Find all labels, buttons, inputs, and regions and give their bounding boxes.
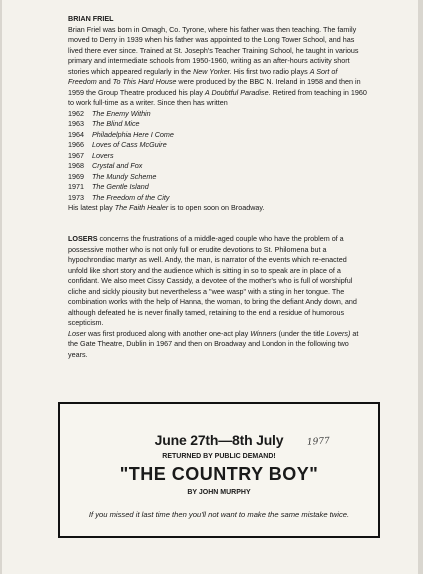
programme-page (2, 0, 418, 574)
ad-author: BY JOHN MURPHY (187, 489, 251, 496)
advertisement-box (58, 402, 380, 538)
author-biography (68, 14, 368, 214)
ad-returned-banner: RETURNED BY PUBLIC DEMAND! (162, 453, 276, 460)
ad-tagline: If you missed it last time then you'll not want to make the same mistake twice. (88, 510, 350, 519)
play-list (68, 109, 368, 204)
latest-play-note: His latest play The Faith Healer is to open soon on Broadway. (68, 203, 265, 212)
play-item: 1966 Loves of Cass McGuire (68, 140, 167, 149)
bio-heading: BRIAN FRIEL (68, 14, 114, 23)
handwritten-year: 1977 (306, 436, 331, 448)
play-item: 1964 Philadelphia Here I Come (68, 129, 174, 139)
losers-body: LOSERS concerns the frustrations of a middle-aged couple who have the problem of a possessive mother who is not only full or erudite devotions to St. Philomena but a hypochrondiac martyr as well. Andy, the man, is narrator of the events which re-enacted unfold like short story and the audience which is sitting in so to speak are in place of a confidant. We also meet Cissy Cassidy, a devotee of the mother's who is full of worshipful cliche and sickly piousity but nevertheless a "wee wasp" with a sting in her tongue. The combination works with the help of Hanna, the woman, to bring the defiant Andy down, and although defeated he is never finally tamed, retaining to the end a residue of humorous scepticism. (68, 234, 357, 327)
bio-intro: Brian Friel was born in Omagh, Co. Tyrone, where his father was then teaching. The family moved to Derry in 1939 when his father was appointed to the Long Tower School, and has lived there ever since. Trained at St. Joseph's Teacher Training School, he taught in various primary and intermediate schools from 1950-1960, writing as an after-hours activity short stories which appeared regularly in the New Yorker. His first two radio plays A Sort of Freedom and To This Hard House were produced by the BBC N. Ireland in 1958 and then in 1959 the Group Theatre produced his play A Doubtful Paradise. Retired from teaching in 1960 to work full-time as a writer. Since then has written (68, 24, 367, 107)
play-item: 1973 The Freedom of the City (68, 192, 170, 202)
play-item: 1968 Crystal and Fox (68, 161, 143, 170)
production-note: Loser was first produced along with another one-act play Winners (under the title Lovers) at the Gate Theatre, Dublin in 1967 and then on Broadway and London in the following two years. (68, 328, 359, 359)
play-item: 1971 The Gentle Island (68, 182, 149, 191)
losers-synopsis (68, 234, 368, 360)
losers-lead: LOSERS (68, 234, 98, 243)
ad-dates: June 27th—8th July (154, 432, 284, 448)
play-item: 1967 Lovers (68, 150, 114, 160)
ad-play-title: "THE COUNTRY BOY" (119, 464, 319, 484)
play-item: 1962 The Enemy Within (68, 108, 151, 118)
play-item: 1969 The Mundy Scheme (68, 171, 157, 181)
play-item: 1963 The Blind Mice (68, 119, 140, 128)
